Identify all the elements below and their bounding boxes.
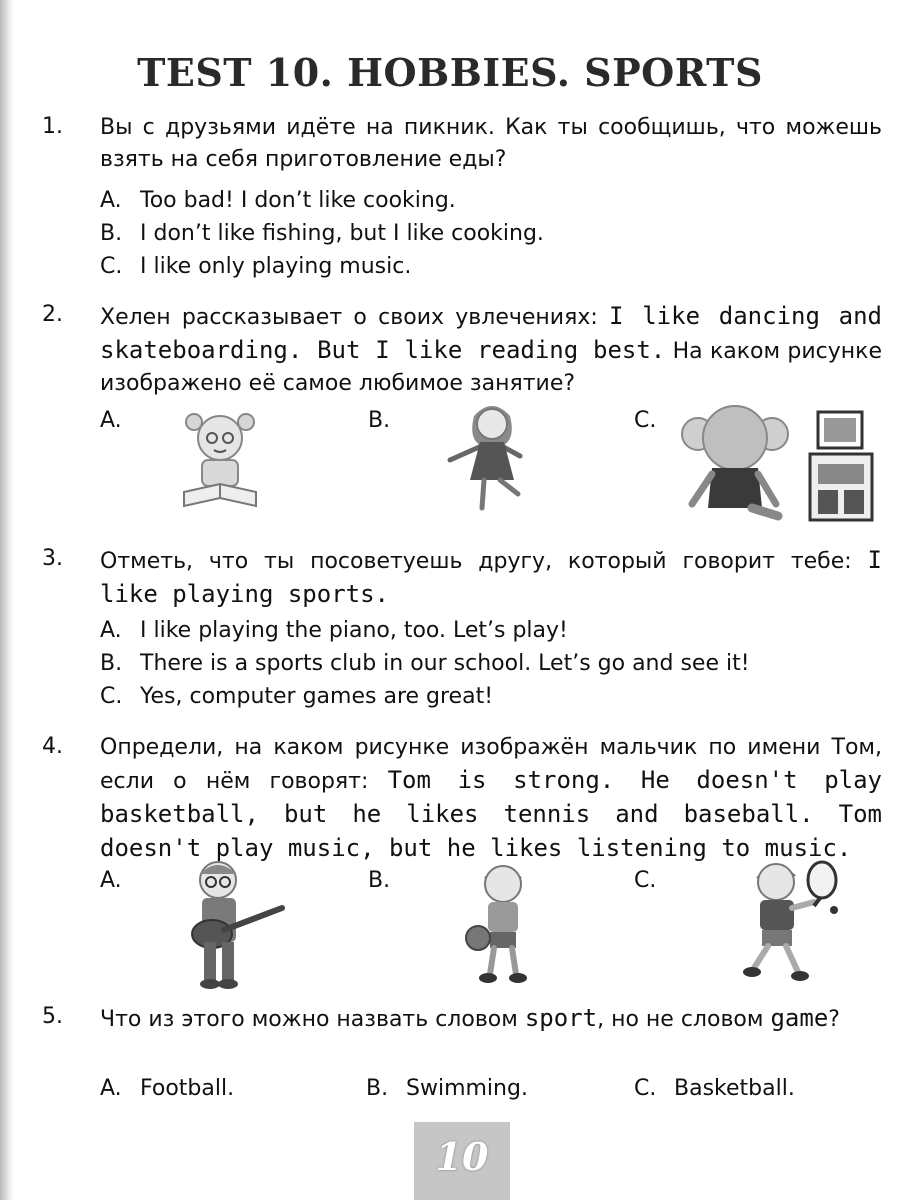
option-b-label[interactable]: B. — [368, 408, 391, 433]
question-text-before: Хелен рассказывает о своих увлечениях: — [100, 305, 610, 330]
option-c[interactable] — [634, 1076, 795, 1101]
boy-tennis-icon[interactable] — [736, 850, 846, 986]
question-text-before: Отметь, что ты посоветуешь другу, который говорит тебе: — [100, 549, 868, 574]
question-quote-sport: sport — [524, 1004, 598, 1032]
question-number: 1. — [42, 114, 63, 139]
question-text-before: Определи, на каком рисунке изображён мальчик по имени Том, если о нём говорят: — [100, 735, 882, 794]
question-text-before: Что из этого можно назвать словом — [100, 1007, 525, 1032]
option-text: I don’t like fishing, but I like cooking. — [140, 221, 544, 246]
option-text: Football. — [140, 1076, 235, 1101]
option-letter: C. — [634, 1076, 657, 1101]
option-c[interactable] — [100, 680, 750, 713]
option-letter: B. — [366, 1076, 389, 1101]
option-letter: A. — [100, 618, 122, 643]
page-number-box — [414, 1122, 510, 1200]
option-letter: A. — [100, 1076, 122, 1101]
page-number: 10 — [435, 1134, 489, 1179]
option-text: I like playing the piano, too. Let’s play! — [140, 618, 568, 643]
page-title: TEST 10. HOBBIES. SPORTS — [137, 50, 763, 95]
question-text-mid: , но не словом — [597, 1007, 771, 1032]
option-a[interactable] — [100, 1076, 234, 1101]
question-text-after: ? — [828, 1007, 840, 1032]
question-text — [100, 544, 882, 612]
option-letter: B. — [100, 651, 123, 676]
option-text: Yes, computer games are great! — [140, 684, 494, 709]
option-letter: A. — [100, 188, 122, 213]
option-c-label[interactable]: C. — [634, 868, 657, 893]
option-a-label[interactable]: A. — [100, 868, 122, 893]
question-number: 4. — [42, 734, 63, 759]
option-a-label[interactable]: A. — [100, 408, 122, 433]
option-letter: C. — [100, 684, 123, 709]
question-text-after: На каком рисунке изображено её самое любимое занятие? — [100, 339, 882, 396]
option-b[interactable] — [100, 647, 750, 680]
option-b[interactable] — [100, 217, 544, 250]
option-b[interactable] — [366, 1076, 528, 1101]
option-c[interactable] — [100, 250, 544, 283]
option-text: Too bad! I don’t like cooking. — [140, 188, 456, 213]
question-quote: I like dancing and skateboarding. But I like reading best. — [100, 302, 882, 364]
girl-watching-tv-icon[interactable] — [668, 404, 882, 526]
option-text: Swimming. — [406, 1076, 528, 1101]
girl-reading-icon[interactable] — [172, 404, 268, 516]
option-a[interactable] — [100, 614, 750, 647]
question-number: 5. — [42, 1004, 63, 1029]
option-b-label[interactable]: B. — [368, 868, 391, 893]
question-number: 2. — [42, 302, 63, 327]
answer-options — [100, 184, 544, 283]
question-text — [100, 300, 882, 400]
question-number: 3. — [42, 546, 63, 571]
girl-dancing-icon[interactable] — [442, 396, 542, 516]
question-quote-game: game — [770, 1004, 829, 1032]
page-edge-shadow — [0, 0, 14, 1200]
question-quote: Tom is strong. He doesn't play basketball, but he likes tennis and baseball. Tom doesn't play music, but he likes listening to music. — [100, 766, 883, 862]
option-text: There is a sports club in our school. Let’s go and see it! — [140, 651, 750, 676]
option-text: I like only playing music. — [140, 254, 412, 279]
option-letter: C. — [100, 254, 123, 279]
question-text: Вы с друзьями идёте на пикник. Как ты сообщишь, что можешь взять на себя приготовление еды? — [100, 115, 882, 172]
question-quote: I like playing sports. — [100, 546, 882, 608]
question-text — [100, 732, 882, 866]
option-a[interactable] — [100, 184, 544, 217]
option-text: Basketball. — [674, 1076, 795, 1101]
boy-basketball-icon[interactable] — [462, 854, 542, 988]
question-text — [100, 1002, 882, 1036]
boy-guitar-icon[interactable] — [178, 856, 288, 992]
option-c-label[interactable]: C. — [634, 408, 657, 433]
answer-options — [100, 614, 750, 713]
option-letter: B. — [100, 221, 123, 246]
